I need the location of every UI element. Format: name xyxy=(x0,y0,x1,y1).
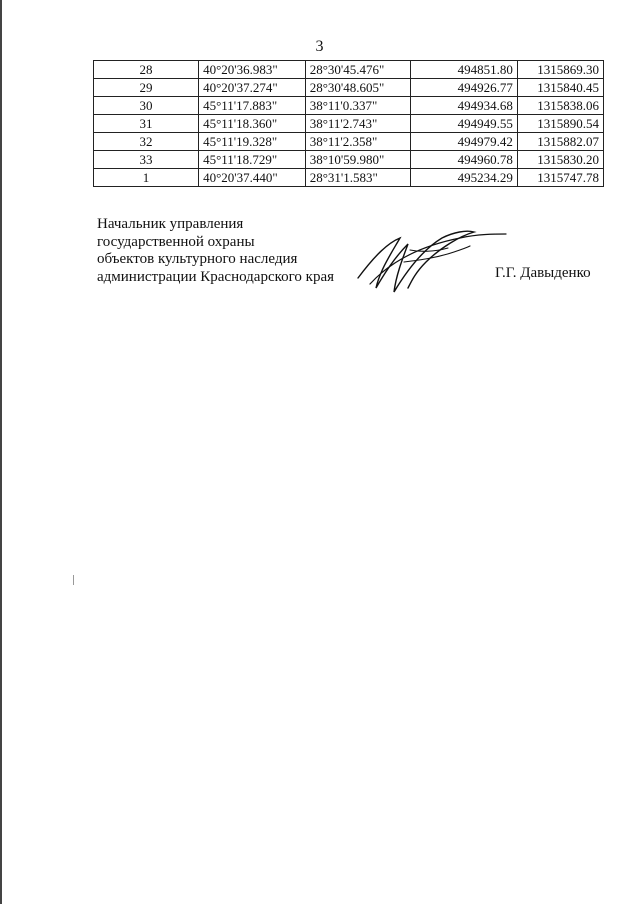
latitude-cell: 45°11'18.729" xyxy=(199,151,306,169)
y-coordinate-cell: 1315882.07 xyxy=(517,133,603,151)
table-row xyxy=(94,169,604,187)
longitude-cell: 38°11'2.743" xyxy=(305,115,411,133)
x-coordinate-cell: 494934.68 xyxy=(411,97,517,115)
table-row xyxy=(94,133,604,151)
position-line: Начальник управления xyxy=(97,216,244,232)
x-coordinate-cell: 494949.55 xyxy=(411,115,517,133)
longitude-cell: 38°11'2.358" xyxy=(305,133,411,151)
table-row xyxy=(94,97,604,115)
handwritten-signature xyxy=(350,222,510,298)
table-row xyxy=(94,79,604,97)
x-coordinate-cell: 494851.80 xyxy=(411,61,517,79)
y-coordinate-cell: 1315869.30 xyxy=(517,61,603,79)
longitude-cell: 28°30'48.605" xyxy=(305,79,411,97)
latitude-cell: 40°20'37.440" xyxy=(199,169,306,187)
signer-name: Г.Г. Давыденко xyxy=(495,265,591,281)
position-line: государственной охраны xyxy=(97,233,255,250)
y-coordinate-cell: 1315747.78 xyxy=(517,169,603,187)
x-coordinate-cell: 494926.77 xyxy=(411,79,517,97)
page-number: 3 xyxy=(315,38,324,55)
point-number: 1 xyxy=(94,169,199,187)
y-coordinate-cell: 1315830.20 xyxy=(517,151,603,169)
coordinates-table xyxy=(93,60,604,187)
latitude-cell: 45°11'17.883" xyxy=(199,97,306,115)
point-number: 29 xyxy=(94,79,199,97)
longitude-cell: 38°11'0.337" xyxy=(305,97,411,115)
x-coordinate-cell: 495234.29 xyxy=(411,169,517,187)
latitude-cell: 45°11'19.328" xyxy=(199,133,306,151)
longitude-cell: 28°31'1.583" xyxy=(305,169,411,187)
x-coordinate-cell: 494960.78 xyxy=(411,151,517,169)
longitude-cell: 28°30'45.476" xyxy=(305,61,411,79)
point-number: 32 xyxy=(94,133,199,151)
latitude-cell: 40°20'36.983" xyxy=(199,61,306,79)
point-number: 33 xyxy=(94,151,199,169)
longitude-cell: 38°10'59.980" xyxy=(305,151,411,169)
point-number: 28 xyxy=(94,61,199,79)
signatory-position xyxy=(97,216,334,286)
latitude-cell: 40°20'37.274" xyxy=(199,79,306,97)
latitude-cell: 45°11'18.360" xyxy=(199,115,306,133)
point-number: 30 xyxy=(94,97,199,115)
y-coordinate-cell: 1315838.06 xyxy=(517,97,603,115)
x-coordinate-cell: 494979.42 xyxy=(411,133,517,151)
y-coordinate-cell: 1315890.54 xyxy=(517,115,603,133)
y-coordinate-cell: 1315840.45 xyxy=(517,79,603,97)
table-row xyxy=(94,115,604,133)
position-line: администрации Краснодарского края xyxy=(97,268,335,285)
table-row xyxy=(94,151,604,169)
scan-artifact xyxy=(73,575,74,585)
point-number: 31 xyxy=(94,115,199,133)
position-line: объектов культурного наследия xyxy=(97,251,298,267)
table-row xyxy=(94,61,604,79)
scan-edge xyxy=(0,0,2,904)
